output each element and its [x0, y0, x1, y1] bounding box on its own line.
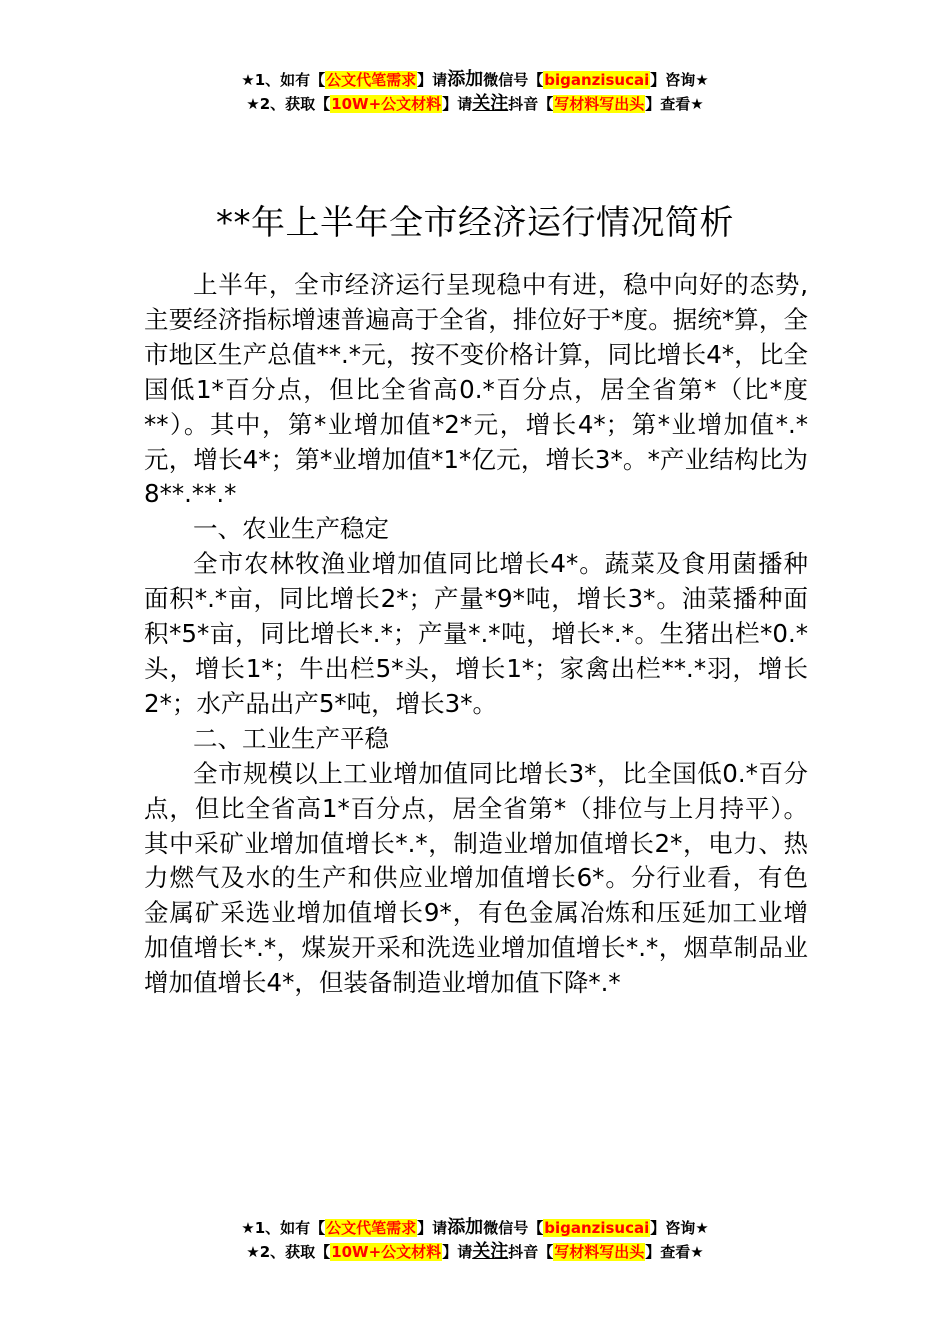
intro-paragraph: 上半年，全市经济运行呈现稳中有进，稳中向好的态势,主要经济指标增速普遍高于全省，排位好于*度。据统*算，全市地区生产总值**.*元，按不变价格计算，同比增长4*，比全国低1*百分点，但比全省高0.*百分点，居全省第*（比*度**）。其中，第*业增加值*2*元，增长4*；第*业增加值*.*元，增长4*；第*业增加值*1*亿元，增长3*。*产业结构比为8**.**.* — [144, 270, 808, 509]
promo-emphasis: 关注 — [472, 1241, 509, 1262]
section-heading-agriculture: 一、农业生产稳定 — [193, 514, 389, 544]
promo-text: 】请 — [442, 95, 473, 113]
document-body — [144, 268, 808, 1001]
promo-emphasis: 关注 — [472, 93, 509, 114]
promo-text: 微信号【 — [483, 1219, 544, 1237]
promo-emphasis: 添加 — [447, 1217, 484, 1238]
promo-line-2 — [0, 1240, 950, 1264]
promo-text: 抖音【 — [508, 1243, 554, 1261]
promo-text: 抖音【 — [508, 95, 554, 113]
promo-wechat-id: biganzisucai — [544, 1219, 650, 1237]
promo-text: 】查看★ — [645, 1243, 704, 1261]
promo-highlight: 10W+公文材料 — [331, 95, 442, 113]
document-title: **年上半年全市经济运行情况简析 — [216, 202, 734, 243]
section-heading-industry: 二、工业生产平稳 — [193, 723, 389, 753]
promo-text: 】咨询★ — [650, 71, 709, 89]
promo-highlight: 公文代笔需求 — [326, 71, 417, 89]
promo-text: ★2、获取【 — [246, 1243, 331, 1261]
promo-wechat-id: biganzisucai — [544, 71, 650, 89]
footer-promo-banner — [0, 1216, 950, 1264]
promo-highlight: 10W+公文材料 — [331, 1243, 442, 1261]
promo-text: ★1、如有【 — [241, 71, 326, 89]
promo-text: 】请 — [417, 1219, 448, 1237]
header-promo-banner — [0, 68, 950, 116]
promo-douyin-id: 写材料写出头 — [554, 95, 645, 113]
promo-text: 】请 — [442, 1243, 473, 1261]
promo-line-2 — [0, 92, 950, 116]
promo-text: 】请 — [417, 71, 448, 89]
promo-line-1 — [0, 1216, 950, 1240]
promo-text: ★1、如有【 — [241, 1219, 326, 1237]
promo-text: ★2、获取【 — [246, 95, 331, 113]
promo-emphasis: 添加 — [447, 69, 484, 90]
promo-text: 】查看★ — [645, 95, 704, 113]
promo-text: 】咨询★ — [650, 1219, 709, 1237]
promo-text: 微信号【 — [483, 71, 544, 89]
promo-line-1 — [0, 68, 950, 92]
industry-paragraph: 全市规模以上工业增加值同比增长3*，比全国低0.*百分点，但比全省高1*百分点，居全省第*（排位与上月持平）。其中采矿业增加值增长*.*，制造业增加值增长2*，电力、热力燃气及水的生产和供应业增加值增长6*。分行业看，有色金属矿采选业增加值增长9*，有色金属冶炼和压延加工业增加值增长*.*，煤炭开采和洗选业增加值增长*.*，烟草制品业增加值增长4*，但装备制造业增加值下降*.* — [144, 758, 808, 998]
promo-highlight: 公文代笔需求 — [326, 1219, 417, 1237]
promo-douyin-id: 写材料写出头 — [554, 1243, 645, 1261]
agriculture-paragraph: 全市农林牧渔业增加值同比增长4*。蔬菜及食用菌播种面积*.*亩，同比增长2*；产量*9*吨，增长3*。油菜播种面积*5*亩，同比增长*.*；产量*.*吨，增长*.*。生猪出栏*0.*头，增长1*；牛出栏5*头，增长1*；家禽出栏**.*羽，增长2*；水产品出产5*吨，增长3*。 — [144, 549, 808, 718]
